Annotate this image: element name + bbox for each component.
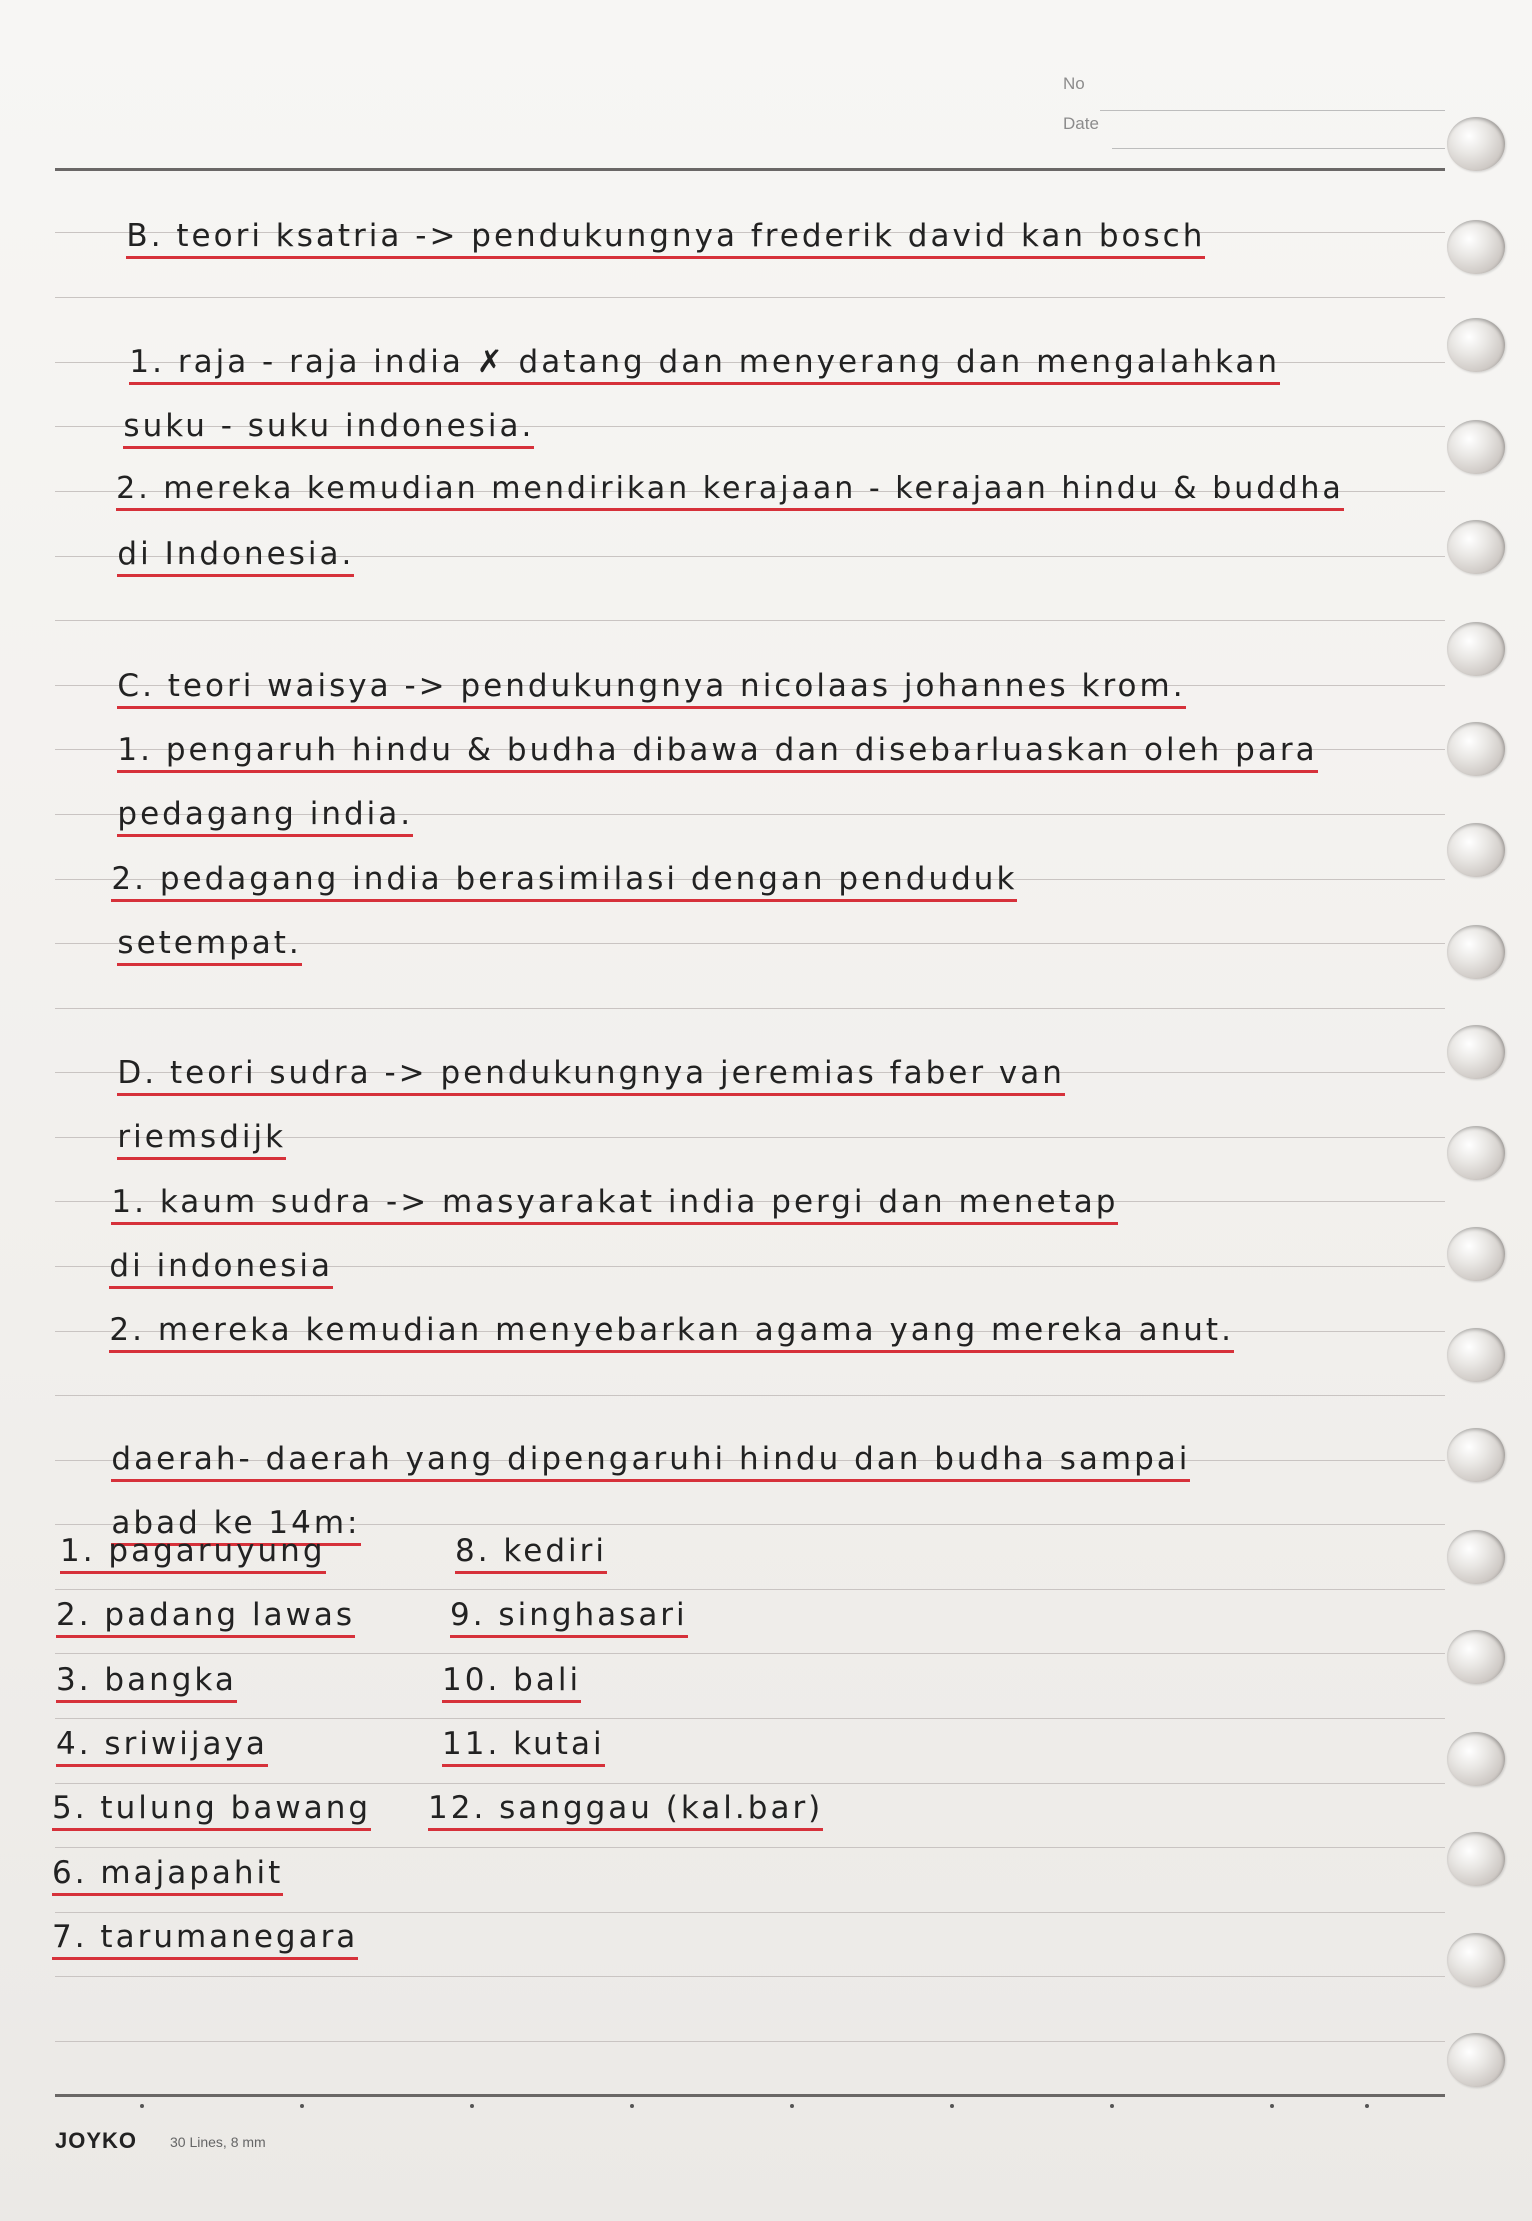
- binder-hole: [1447, 318, 1505, 372]
- text-line: [58, 1276, 1234, 1384]
- region-text: 4. sriwijaya: [56, 1726, 268, 1767]
- binder-hole: [1447, 1630, 1505, 1684]
- region-item: [450, 1597, 688, 1633]
- text-span: suku - suku indonesia.: [123, 408, 534, 449]
- footer-dot: [1365, 2104, 1369, 2108]
- ruled-line: [55, 620, 1445, 621]
- footer-dot: [950, 2104, 954, 2108]
- region-text: 8. kediri: [455, 1533, 607, 1574]
- binder-hole: [1447, 117, 1505, 171]
- binder-hole: [1447, 1530, 1505, 1584]
- binder-hole: [1447, 1328, 1505, 1382]
- binder-hole: [1447, 722, 1505, 776]
- region-item: [442, 1726, 605, 1762]
- text-span: setempat.: [117, 925, 301, 966]
- text-span: 1. kaum sudra -> masyarakat india pergi dan menetap: [111, 1184, 1118, 1225]
- region-text: 9. singhasari: [450, 1597, 688, 1638]
- region-item: [56, 1662, 237, 1698]
- text-span: 2. mereka kemudian menyebarkan agama yang mereka anut.: [109, 1312, 1234, 1353]
- region-item: [56, 1726, 268, 1762]
- text-span: riemsdijk: [117, 1119, 286, 1160]
- no-line: [1100, 110, 1445, 111]
- region-text: 2. padang lawas: [56, 1597, 355, 1638]
- bottom-rule: [55, 2094, 1445, 2097]
- region-item: [52, 1919, 358, 1955]
- heading-text: D. teori sudra -> pendukungnya jeremias faber van: [117, 1055, 1065, 1096]
- footer-dot: [790, 2104, 794, 2108]
- ruled-line: [55, 1976, 1445, 1977]
- region-text: 7. tarumanegara: [52, 1919, 358, 1960]
- footer-dot: [1270, 2104, 1274, 2108]
- binder-hole: [1447, 1933, 1505, 1987]
- ruled-line: [55, 2041, 1445, 2042]
- region-text: 1. pagaruyung: [60, 1533, 326, 1574]
- binder-hole: [1447, 1732, 1505, 1786]
- region-text: 10. bali: [442, 1662, 581, 1703]
- binder-hole: [1447, 925, 1505, 979]
- ruled-line: [55, 1008, 1445, 1009]
- no-label: No: [1063, 74, 1085, 93]
- footer-dot: [470, 2104, 474, 2108]
- footer-dot: [140, 2104, 144, 2108]
- binder-hole: [1447, 1227, 1505, 1281]
- heading-text: C. teori waisya -> pendukungnya nicolaas johannes krom.: [117, 668, 1185, 709]
- binder-hole: [1447, 2033, 1505, 2087]
- region-item: [428, 1790, 823, 1826]
- region-text: 11. kutai: [442, 1726, 605, 1767]
- region-text: 3. bangka: [56, 1662, 237, 1703]
- footer-dot: [630, 2104, 634, 2108]
- region-item: [60, 1533, 326, 1569]
- text-span: 2. mereka kemudian mendirikan kerajaan - kerajaan hindu & buddha: [116, 471, 1344, 511]
- ruled-line: [55, 1718, 1445, 1719]
- binder-hole: [1447, 622, 1505, 676]
- text-line: [66, 889, 302, 997]
- text-span: abad ke 14m:: [111, 1505, 360, 1546]
- region-item: [52, 1855, 283, 1891]
- heading-text: daerah- daerah yang dipengaruhi hindu dan budha sampai: [111, 1441, 1190, 1482]
- ruled-line: [55, 1653, 1445, 1654]
- text-span: pedagang india.: [117, 796, 413, 837]
- region-item: [52, 1790, 371, 1826]
- text-span: 1. pengaruh hindu & budha dibawa dan disebarluaskan oleh para: [117, 732, 1317, 773]
- ruled-line: [55, 297, 1445, 298]
- region-item: [455, 1533, 607, 1569]
- ruled-line: [55, 1395, 1445, 1396]
- brand-logo: JOYKO: [55, 2128, 138, 2153]
- text-span: 1. raja - raja india ✗ datang dan menyerang dan mengalahkan: [129, 344, 1280, 385]
- region-text: 6. majapahit: [52, 1855, 283, 1896]
- binder-hole: [1447, 420, 1505, 474]
- region-text: 5. tulung bawang: [52, 1790, 371, 1831]
- region-item: [442, 1662, 581, 1698]
- top-rule: [55, 168, 1445, 171]
- binder-hole: [1447, 1025, 1505, 1079]
- footer-dot: [1110, 2104, 1114, 2108]
- region-item: [56, 1597, 355, 1633]
- heading-teori-ksatria: [75, 182, 1205, 290]
- region-text: 12. sanggau (kal.bar): [428, 1790, 823, 1831]
- binder-hole: [1447, 1428, 1505, 1482]
- ruled-line: [55, 1783, 1445, 1784]
- text-span: di indonesia: [109, 1248, 333, 1289]
- ruled-line: [55, 1589, 1445, 1590]
- date-line: [1112, 148, 1445, 149]
- footer-dot: [300, 2104, 304, 2108]
- binder-hole: [1447, 220, 1505, 274]
- ruled-line: [55, 1912, 1445, 1913]
- text-line: [66, 500, 354, 608]
- ruled-line: [55, 1847, 1445, 1848]
- binder-hole: [1447, 1126, 1505, 1180]
- date-label: Date: [1063, 114, 1099, 133]
- heading-text: B. teori ksatria -> pendukungnya frederik david kan bosch: [126, 218, 1205, 259]
- paper-spec: 30 Lines, 8 mm: [170, 2134, 266, 2150]
- text-span: di Indonesia.: [117, 536, 354, 577]
- text-span: 2. pedagang india berasimilasi dengan penduduk: [111, 861, 1017, 902]
- binder-hole: [1447, 823, 1505, 877]
- binder-hole: [1447, 520, 1505, 574]
- binder-hole: [1447, 1832, 1505, 1886]
